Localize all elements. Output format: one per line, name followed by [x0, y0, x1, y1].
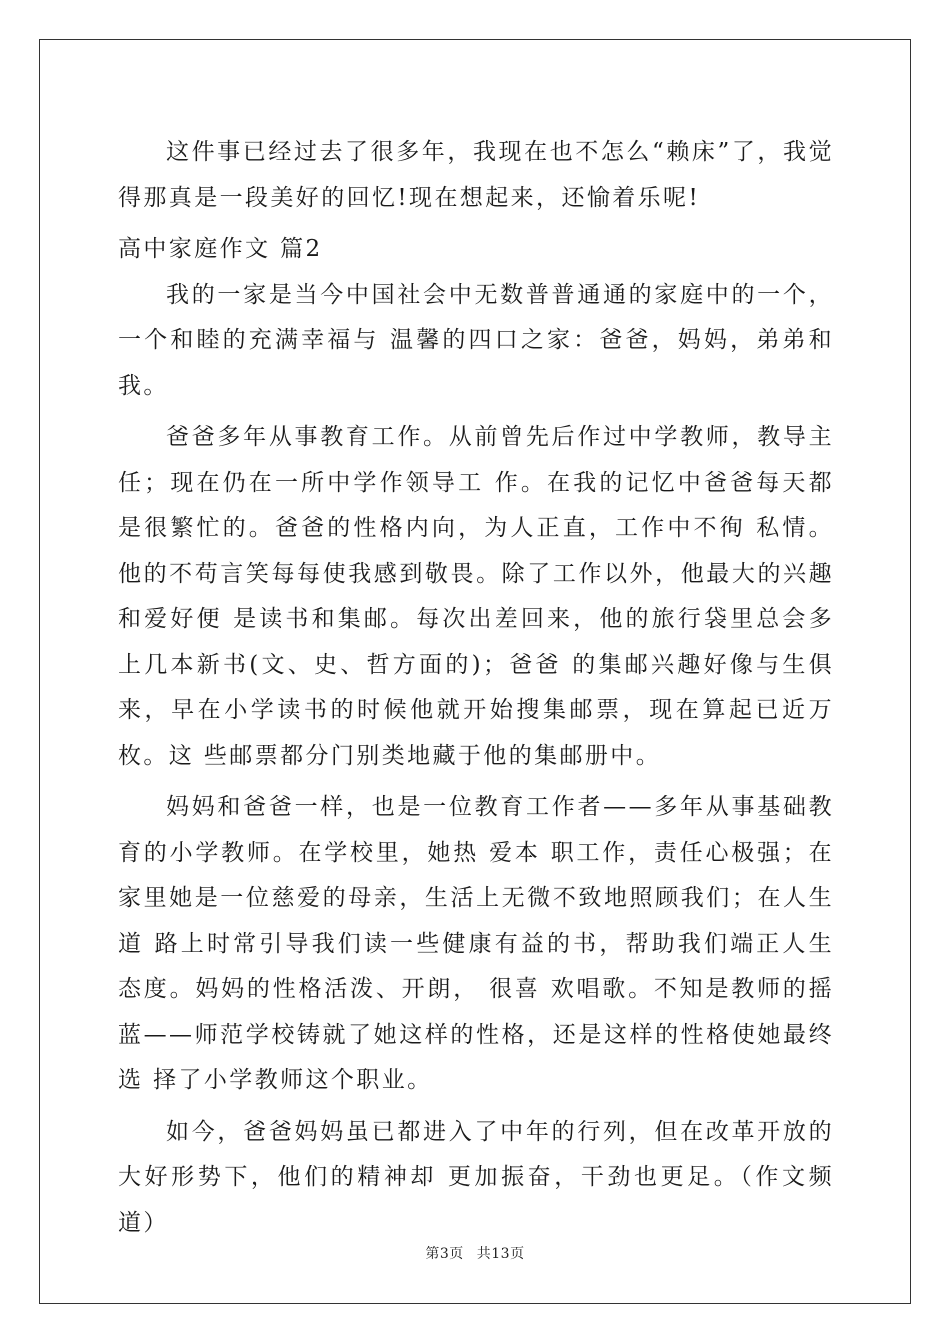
paragraph-father: 爸爸多年从事教育工作。从前曾先后作过中学教师，教导主任；现在仍在一所中学作领导工 作。在我的记忆中爸爸每天都是很繁忙的。爸爸的性格内向，为人正直，工作中不徇 私情。他的不苟言笑每每使我感到敬畏。除了工作以外，他最大的兴趣和爱好便 是读书和集邮。每次出差回来，他的旅行袋里总会多上几本新书(文、史、哲方面的)；爸爸 的集邮兴趣好像与生俱来，早在小学读书的时候他就开始搜集邮票，现在算起已近万枚。这 些邮票都分门别类地藏于他的集邮册中。 [118, 424, 834, 769]
page-footer [0, 1243, 950, 1263]
section-heading: 高中家庭作文 篇2 [118, 236, 323, 262]
paragraph-conclusion: 如今，爸爸妈妈虽已都进入了中年的行列，但在改革开放的大好形势下，他们的精神却 更加振奋，干劲也更足。（作文频道） [118, 1118, 834, 1236]
document-body [118, 130, 834, 1246]
paragraph-mother: 妈妈和爸爸一样，也是一位教育工作者——多年从事基础教育的小学教师。在学校里，她热 爱本 职工作，责任心极强；在家里她是一位慈爱的母亲，生活上无微不致地照顾我们；在人生道 路上时常引导我们读一些健康有益的书，帮助我们端正人生态度。妈妈的性格活泼、开朗， 很喜 欢唱歌。不知是教师的摇蓝——师范学校铸就了她这样的性格，还是这样的性格使她最终选 择了小学教师这个职业。 [118, 794, 834, 1093]
paragraph-family-intro: 我的一家是当今中国社会中无数普普通通的家庭中的一个，一个和睦的充满幸福与 温馨的四口之家：爸爸，妈妈，弟弟和我。 [118, 281, 834, 399]
page-total: 共13页 [476, 1246, 525, 1262]
paragraph-memory: 这件事已经过去了很多年，我现在也不怎么“赖床”了，我觉得那真是一段美好的回忆!现在想起来，还愉着乐呢! [118, 139, 834, 211]
page-number: 第3页 [425, 1246, 464, 1262]
